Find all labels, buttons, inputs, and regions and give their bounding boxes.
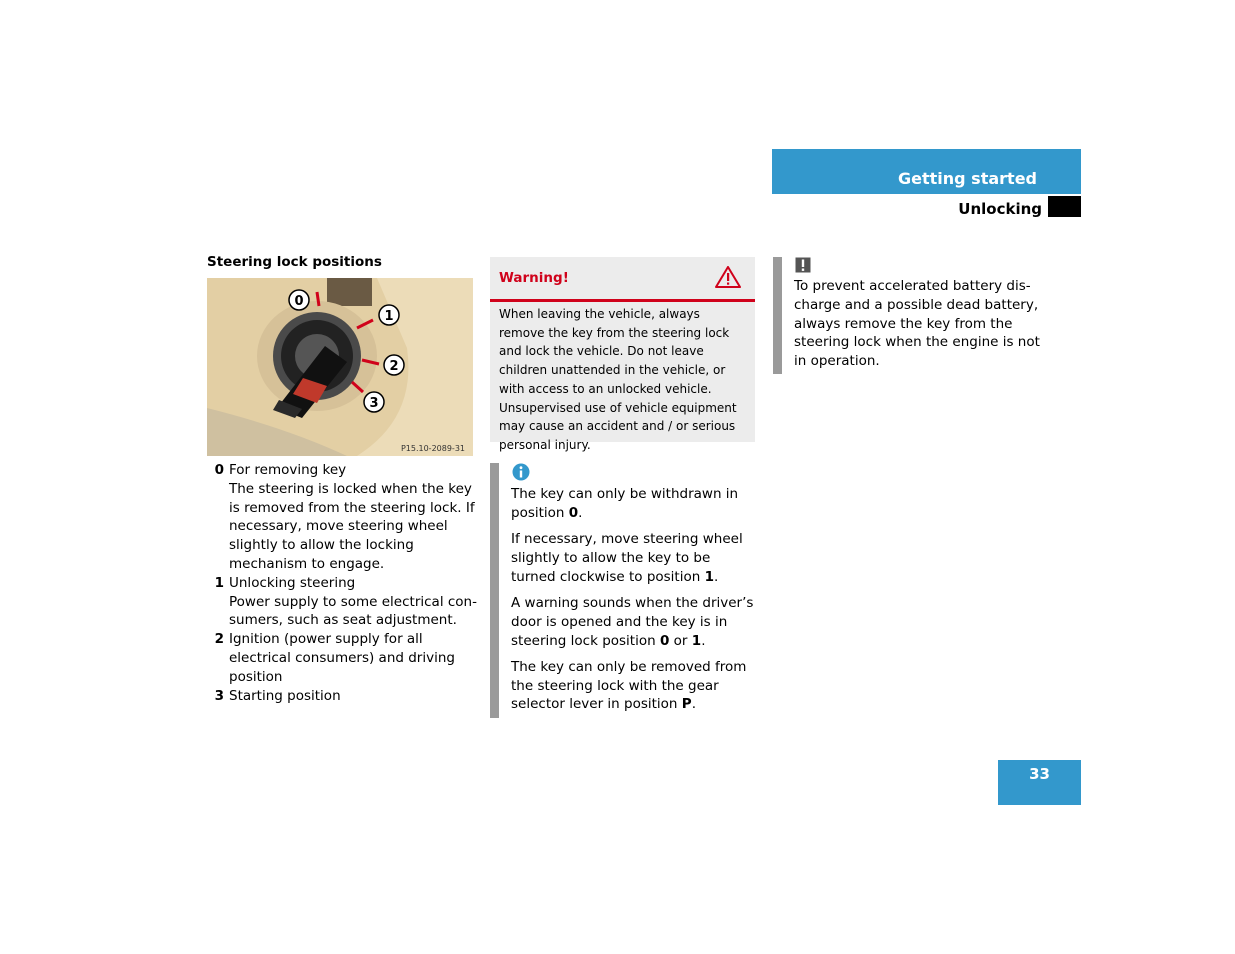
page-number: 33 [1029,765,1050,783]
callout-0-label: 0 [294,294,304,309]
legend-number: 2 [214,631,224,648]
legend-text: Starting position [229,687,341,704]
legend-item [207,687,477,706]
note-bar [773,257,782,374]
warning-label: Warning! [499,270,569,286]
legend-item [207,461,477,574]
info-text [511,485,756,722]
callout-1-label: 1 [384,309,394,324]
legend-number: 3 [214,687,224,704]
subsection-title: Unlocking [958,200,1042,218]
info-paragraph: The key can only be removed from the steering lock with the gear selector lever in position P. [511,658,747,713]
exclamation-icon [795,257,811,277]
legend-text: Unlocking steering [229,574,356,591]
legend-detail: The steering is locked when the key is removed from the steering lock. If necessary, move steering wheel slightly to allow the locking mechanism to engage. [229,480,475,572]
info-paragraph: The key can only be withdrawn in position 0. [511,486,739,521]
info-icon [512,463,530,485]
figure-code: P15.10-2089-31 [400,444,465,453]
subsection-marker [1048,196,1081,217]
note-box [773,257,1063,374]
callout-2-label: 2 [389,359,399,374]
info-bar [490,463,499,718]
header-bar [772,149,1081,194]
section-title-header: Getting started [898,169,1037,188]
warning-text: When leaving the vehicle, always remove the key from the steering lock and lock the vehicle. Do not leave children unattended in the vehicle, or with access to an unlocked vehicle. Unsupervised use of vehicle equipment may cause an accident and / or serious personal injury. [499,307,737,452]
legend-item [207,574,477,630]
page-number-box [998,760,1081,805]
warning-triangle-icon [715,266,741,292]
legend-number: 0 [214,462,224,478]
steering-lock-heading: Steering lock positions [207,254,382,270]
legend-item [207,630,477,686]
legend-detail: Power supply to some electrical consumers, such as seat adjustment. [229,593,477,629]
callout-3-label: 3 [369,396,379,411]
legend-text: For removing key [229,462,347,478]
position-legend [207,461,477,705]
info-paragraph: If necessary, move steering wheel slightly to allow the key to be turned clockwise to position 1. [511,531,743,585]
legend-number: 1 [214,574,224,591]
steering-lock-figure [207,278,473,456]
ignition-illustration [207,278,473,456]
warning-header [490,257,755,302]
legend-text: Ignition (power supply for all electrical consumers) and driving position [229,631,455,685]
info-paragraph: A warning sounds when the driver’s door is opened and the key is in steering lock position 0 or 1. [511,594,754,649]
warning-box [490,257,755,452]
info-box [490,463,760,718]
note-text: To prevent accelerated battery discharge and a possible dead battery, always remove the key from the steering lock when the engine is not in operation. [794,278,1040,370]
